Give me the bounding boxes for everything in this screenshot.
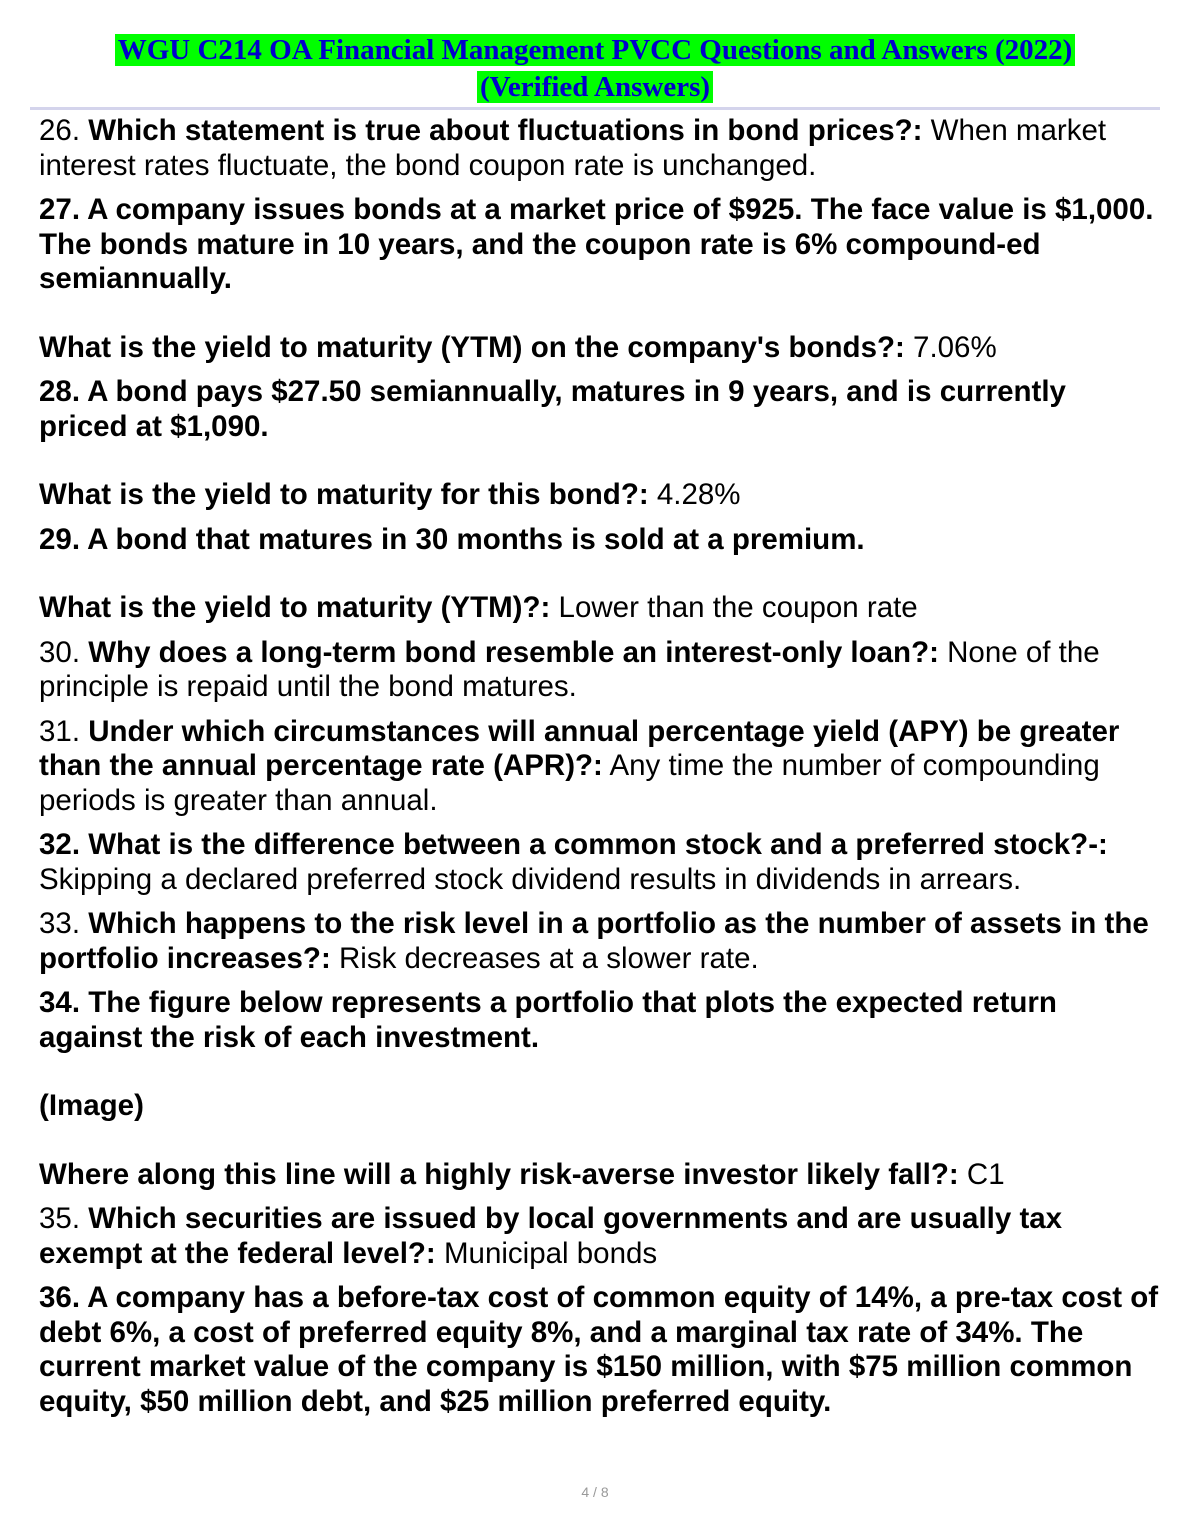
answer-text: Municipal bonds: [443, 1236, 658, 1270]
item-number: 28.: [39, 375, 81, 408]
header-divider: [30, 107, 1160, 110]
qa-item-35: [39, 1202, 1159, 1271]
question-text: What is the difference between a common stock and a preferred stock?-:: [88, 828, 1108, 861]
item-number: 36.: [39, 1281, 81, 1314]
title-line-1: WGU C214 OA Financial Management PVCC Questions and Answers (2022): [115, 34, 1076, 66]
question-text: What is the yield to maturity (YTM)?:: [39, 591, 551, 624]
question-stem: A company has a before-tax cost of common equity of 14%, a pre-tax cost of debt 6%, a cost of preferred equity 8%, and a marginal tax rate of 34%. The current market value of the company is $150 million, with $75 million common equity, $50 million debt, and $25 million preferred equity.: [39, 1281, 1159, 1418]
answer-text: Risk decreases at a slower rate.: [338, 941, 759, 975]
question-stem: A bond pays $27.50 semiannually, matures in 9 years, and is currently priced at $1,090.: [39, 375, 1066, 443]
answer-text: Any time the number of compounding periods is greater than annual.: [39, 749, 1100, 817]
question-text: Which happens to the risk level in a portfolio as the number of assets in the portfolio increases?:: [39, 907, 1149, 975]
item-number: 26.: [39, 114, 81, 147]
question-text: Under which circumstances will annual percentage yield (APY) be greater than the annual percentage rate (APR)?:: [39, 714, 1120, 782]
item-number: 32.: [39, 828, 81, 861]
qa-item-32: [39, 828, 1159, 897]
question-text: Which statement is true about fluctuations in bond prices?:: [88, 114, 923, 147]
item-number: 33.: [39, 907, 81, 940]
qa-item-30: [39, 636, 1159, 705]
answer-text: Lower than the coupon rate: [558, 591, 918, 624]
item-number: 30.: [39, 635, 81, 669]
answer-text: 7.06%: [913, 330, 997, 364]
answer-text: When market interest rates fluctuate, the bond coupon rate is unchanged.: [39, 114, 1107, 182]
title-line-2: (Verified Answers): [477, 71, 713, 103]
question-stem: A bond that matures in 30 months is sold at a premium.: [87, 522, 865, 556]
answer-text: C1: [966, 1157, 1005, 1191]
question-text: What is the yield to maturity for this bond?:: [39, 478, 649, 511]
answer-text: 4.28%: [656, 478, 741, 511]
qa-list: [39, 114, 1159, 1429]
qa-item-26: [39, 114, 1159, 183]
image-placeholder: (Image): [39, 1089, 144, 1122]
question-stem: The figure below represents a portfolio that plots the expected return against the risk of each investment.: [39, 986, 1057, 1054]
question-text: What is the yield to maturity (YTM) on the company's bonds?:: [39, 330, 905, 364]
item-number: 34.: [39, 986, 81, 1019]
document-title: [0, 32, 1190, 106]
page-number: 4 / 8: [581, 1484, 609, 1500]
item-number: 27.: [39, 193, 81, 226]
question-stem: A company issues bonds at a market price of $925. The face value is $1,000. The bonds mature in 10 years, and the coupon rate is 6% compound-ed semiannually.: [39, 193, 1154, 295]
item-number: 29.: [39, 522, 81, 556]
item-number: 31.: [39, 714, 81, 748]
qa-item-31: [39, 715, 1159, 819]
qa-item-33: [39, 907, 1159, 976]
question-text: Why does a long-term bond resemble an interest-only loan?:: [88, 635, 939, 669]
qa-item-34: [39, 986, 1159, 1192]
answer-text: None of the principle is repaid until the bond matures.: [39, 635, 1100, 703]
question-text: Where along this line will a highly risk-averse investor likely fall?:: [39, 1157, 959, 1191]
qa-item-28: [39, 375, 1159, 513]
answer-text: Skipping a declared preferred stock dividend results in dividends in arrears.: [39, 862, 1022, 896]
qa-item-29: [39, 523, 1159, 626]
question-text: Which securities are issued by local governments and are usually tax exempt at the federal level?:: [39, 1202, 1063, 1270]
qa-item-36: [39, 1281, 1159, 1419]
item-number: 35.: [39, 1202, 81, 1235]
qa-item-27: [39, 193, 1159, 365]
